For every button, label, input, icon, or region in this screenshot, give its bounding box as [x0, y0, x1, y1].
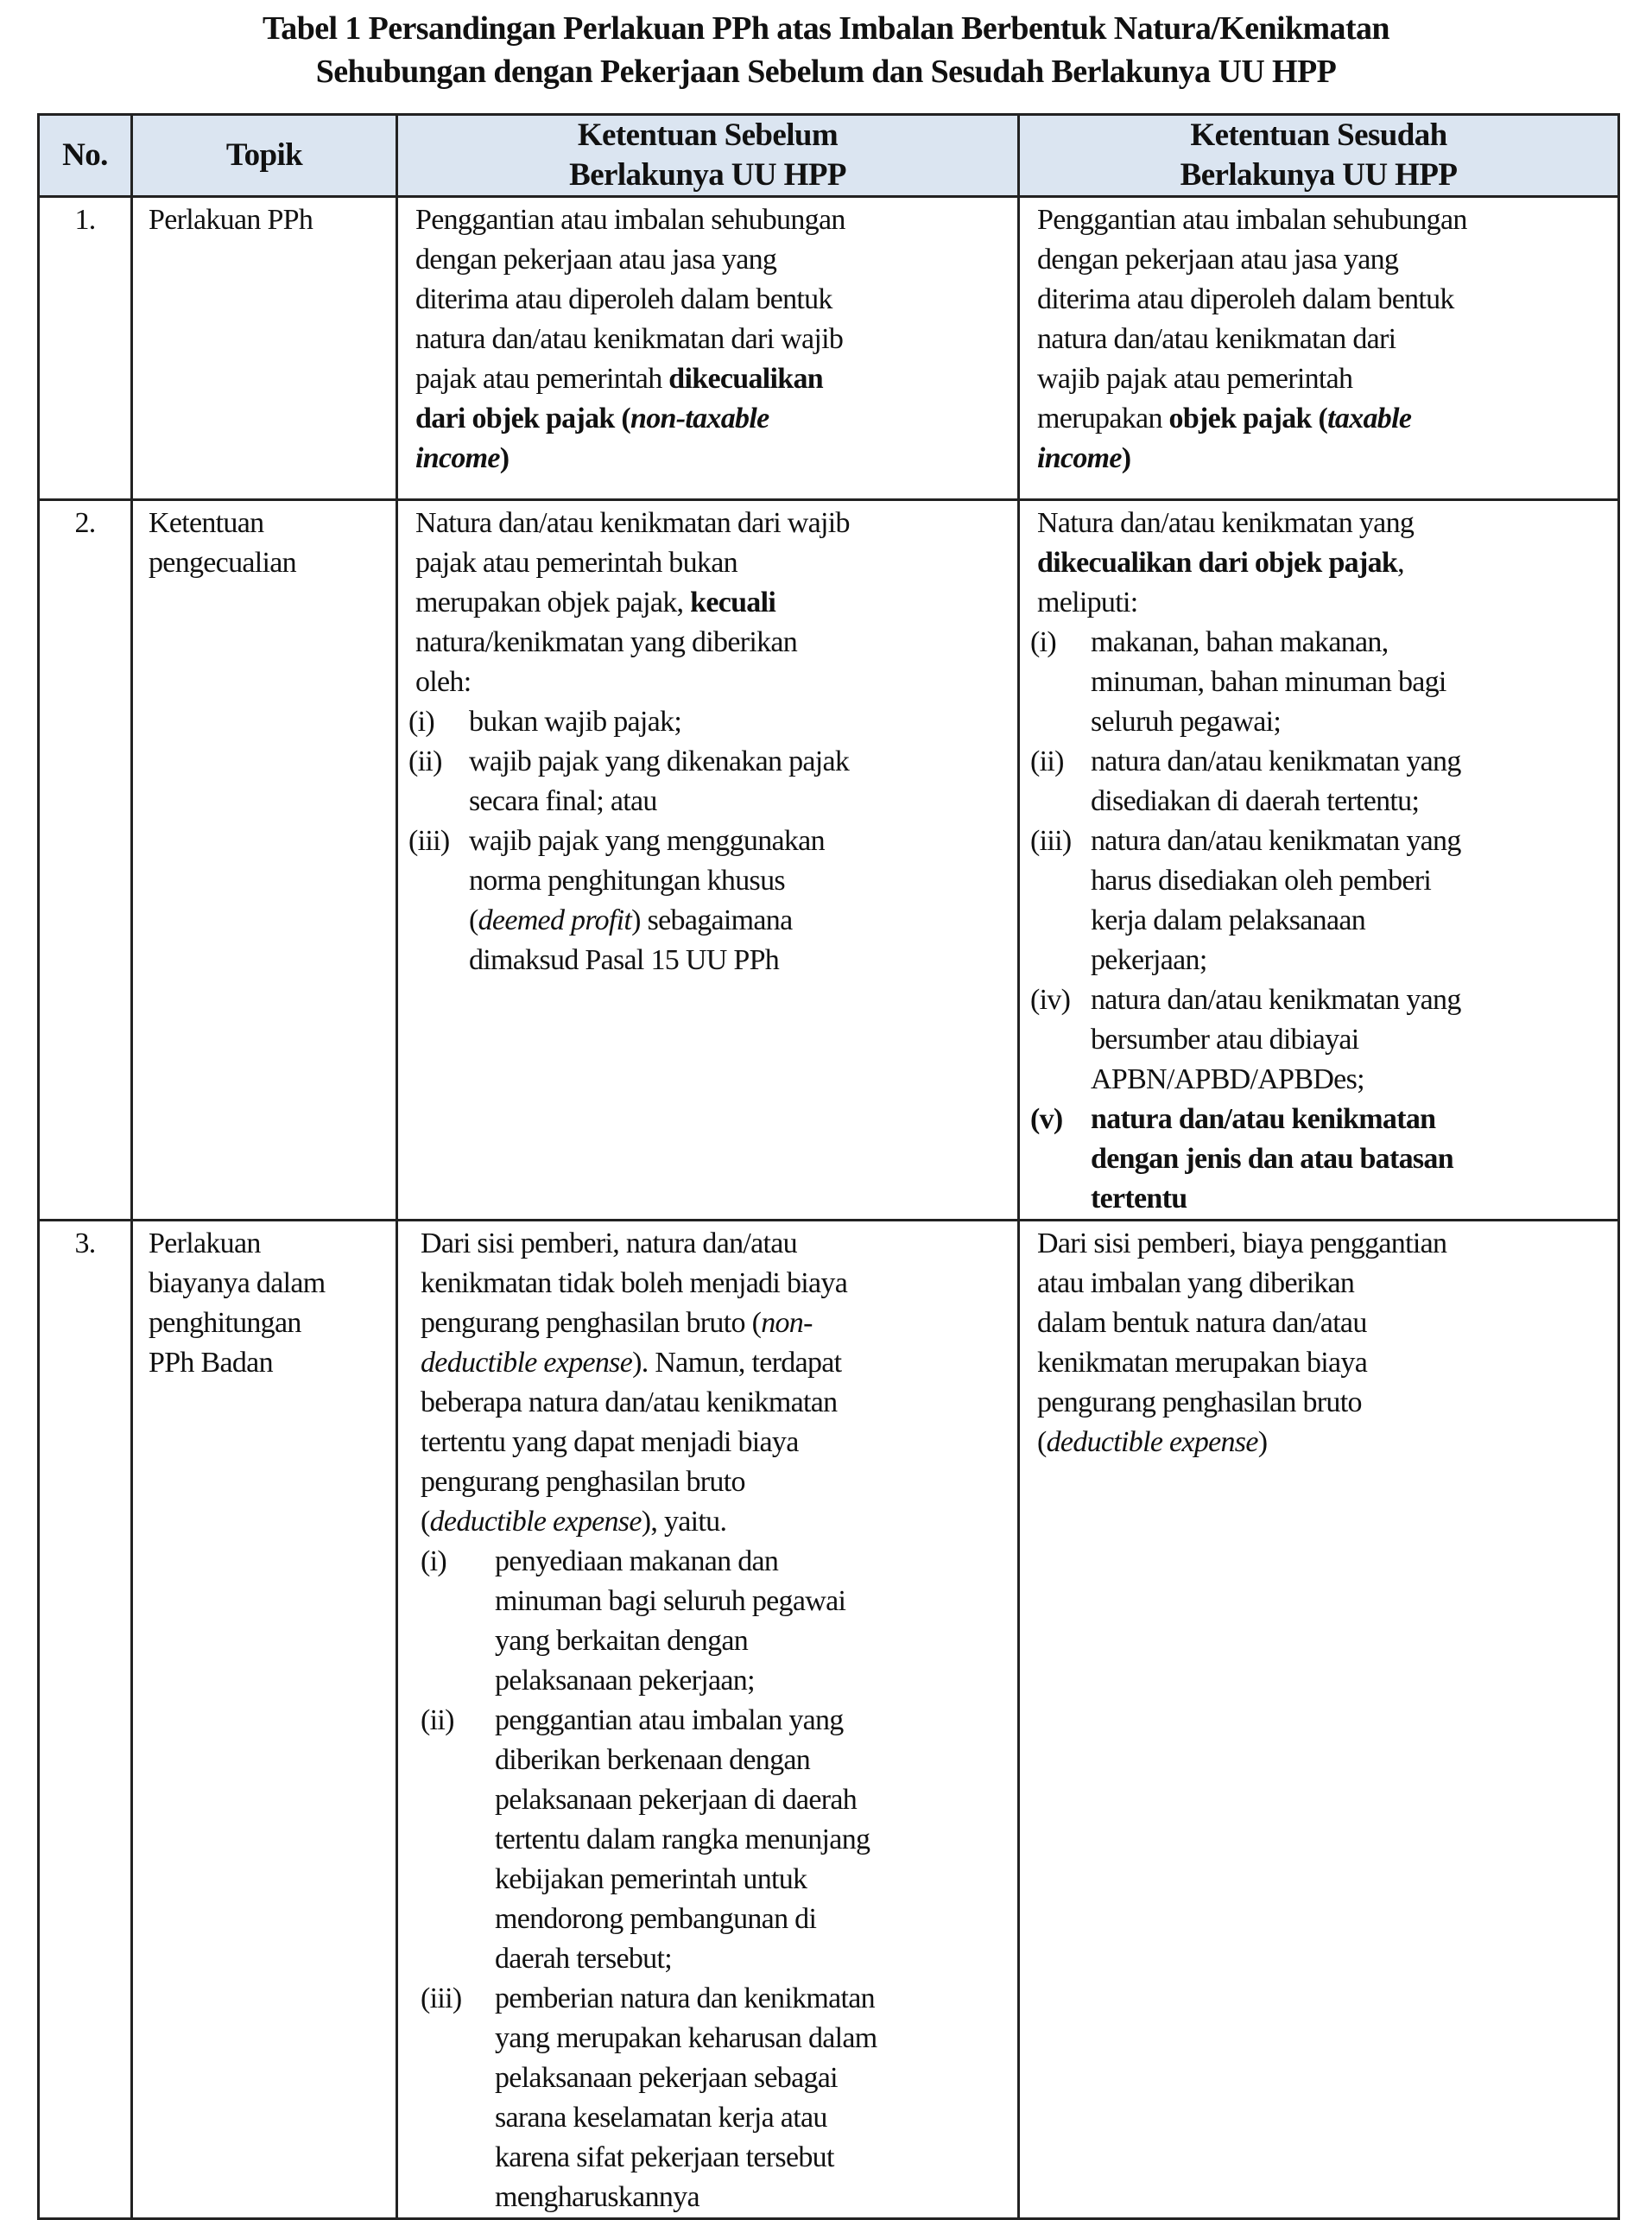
- text-plain: ). Namun, terdapat: [632, 1347, 842, 1379]
- text-plain: (: [421, 1506, 430, 1538]
- list-marker: (iii): [1030, 825, 1072, 857]
- text-line: natura dan/atau kenikmatan yang: [1091, 984, 1461, 1016]
- text-line: pengurang penghasilan bruto: [421, 1466, 745, 1498]
- header-before-line-2: Berlakunya UU HPP: [569, 157, 846, 193]
- text-plain: pengurang penghasilan bruto (: [421, 1307, 762, 1339]
- text-plain: pajak atau pemerintah: [415, 363, 669, 395]
- text-line: wajib pajak yang menggunakan: [469, 825, 825, 857]
- list-item-highlighted: [1030, 1100, 1611, 1219]
- text-bold: dari objek pajak (: [415, 403, 631, 434]
- text-line: natura dan/atau kenikmatan dari: [1037, 323, 1396, 355]
- text-line: wajib pajak yang dikenakan pajak: [469, 745, 850, 777]
- table-header-row: [39, 115, 1619, 197]
- text-line: bukan wajib pajak;: [469, 706, 682, 738]
- text-line: pelaksanaan pekerjaan;: [495, 1665, 755, 1697]
- text-plain: merupakan: [1037, 403, 1169, 434]
- header-topik: Topik: [132, 115, 397, 197]
- list-item-body: [469, 742, 1010, 821]
- text-line: natura dan/atau kenikmatan dari wajib: [415, 323, 844, 355]
- text-line: natura dan/atau kenikmatan: [1091, 1103, 1436, 1135]
- before-provision-cell: [397, 500, 1019, 1221]
- text-line: sarana keselamatan kerja atau: [495, 2102, 827, 2134]
- text-line: pelaksanaan pekerjaan di daerah: [495, 1784, 858, 1816]
- text-line: pajak atau pemerintah bukan: [415, 547, 737, 579]
- row-number: 3.: [39, 1221, 132, 2219]
- topic-line: Perlakuan PPh: [149, 204, 313, 236]
- text-bold: objek pajak (: [1168, 403, 1328, 434]
- header-after: [1019, 115, 1619, 197]
- row-number: 2.: [39, 500, 132, 1221]
- list-item-body: [469, 821, 1010, 980]
- text-line: Penggantian atau imbalan sehubungan: [1037, 204, 1467, 236]
- text-line: kenikmatan merupakan biaya: [1037, 1347, 1368, 1379]
- list-marker: (ii): [1030, 745, 1064, 777]
- text-line: pengurang penghasilan bruto: [1037, 1386, 1362, 1418]
- text-line: penyediaan makanan dan: [495, 1545, 779, 1577]
- text-line: minuman bagi seluruh pegawai: [495, 1585, 846, 1617]
- text-line: tertentu dalam rangka menunjang: [495, 1824, 870, 1855]
- text-line: [415, 399, 1010, 439]
- text-line: norma penghitungan khusus: [469, 865, 785, 897]
- text-bold-italic: taxable: [1327, 403, 1412, 434]
- text-line: [415, 359, 1010, 399]
- text-line: pelaksanaan pekerjaan sebagai: [495, 2062, 838, 2094]
- text-line: yang berkaitan dengan: [495, 1625, 749, 1657]
- text-line: kerja dalam pelaksanaan: [1091, 904, 1366, 936]
- text-plain: ): [1257, 1426, 1268, 1458]
- text-line: yang merupakan keharusan dalam: [495, 2022, 877, 2054]
- text-line: atau imbalan yang diberikan: [1037, 1267, 1355, 1299]
- list-item-body: [1091, 742, 1611, 821]
- list-item-body: [495, 1979, 1010, 2217]
- text-line: [421, 1502, 1010, 1542]
- list-marker: (iii): [408, 825, 450, 857]
- text-italic: deductible expense: [429, 1506, 642, 1538]
- list-item-body: [1091, 623, 1611, 742]
- text-line: natura dan/atau kenikmatan yang: [1091, 745, 1461, 777]
- topic-line: Ketentuan: [149, 507, 264, 539]
- table-row: [39, 500, 1619, 1221]
- text-line: karena sifat pekerjaan tersebut: [495, 2141, 834, 2173]
- text-line: diterima atau diperoleh dalam bentuk: [1037, 283, 1454, 315]
- topic-line: PPh Badan: [149, 1347, 273, 1379]
- text-line: natura dan/atau kenikmatan yang: [1091, 825, 1461, 857]
- text-line: natura/kenikmatan yang diberikan: [415, 626, 798, 658]
- topic-line: penghitungan: [149, 1307, 301, 1339]
- text-italic: deductible expense: [1046, 1426, 1258, 1458]
- table-row: [39, 1221, 1619, 2219]
- text-line: mengharuskannya: [495, 2181, 699, 2213]
- topic-line: Perlakuan: [149, 1227, 261, 1259]
- topic-line: biayanya dalam: [149, 1267, 326, 1299]
- text-line: Dari sisi pemberi, biaya penggantian: [1037, 1227, 1447, 1259]
- before-provision-cell: [397, 197, 1019, 500]
- text-plain: merupakan objek pajak,: [415, 587, 691, 618]
- text-line: wajib pajak atau pemerintah: [1037, 363, 1353, 395]
- before-provision-cell: [397, 1221, 1019, 2219]
- text-line: dengan pekerjaan atau jasa yang: [1037, 244, 1399, 276]
- text-line: [421, 1343, 1010, 1383]
- list-marker: (iv): [1030, 984, 1071, 1016]
- text-line: oleh:: [415, 666, 472, 698]
- list-item: [421, 1979, 1010, 2217]
- list-item: [1030, 980, 1611, 1100]
- text-line: [1037, 1423, 1611, 1462]
- text-line: makanan, bahan makanan,: [1091, 626, 1389, 658]
- text-plain: ), yaitu.: [641, 1506, 727, 1538]
- text-plain: (: [1037, 1426, 1047, 1458]
- text-plain: (: [469, 904, 478, 936]
- text-line: disediakan di daerah tertentu;: [1091, 785, 1420, 817]
- text-bold: kecuali: [690, 587, 776, 618]
- comparison-table: [37, 113, 1620, 2220]
- list-marker: (ii): [421, 1704, 454, 1736]
- row-topic: [132, 197, 397, 500]
- text-line: kenikmatan tidak boleh menjadi biaya: [421, 1267, 848, 1299]
- text-line: dengan pekerjaan atau jasa yang: [415, 244, 777, 276]
- text-line: minuman, bahan minuman bagi: [1091, 666, 1446, 698]
- list-item-body: [1091, 1100, 1611, 1219]
- text-line: bersumber atau dibiayai: [1091, 1024, 1359, 1056]
- text-line: [421, 1303, 1010, 1343]
- table-row: [39, 197, 1619, 500]
- text-line: meliputi:: [1037, 587, 1138, 618]
- text-line: [415, 583, 1010, 623]
- list-marker: (i): [408, 706, 434, 738]
- list-item: [408, 742, 1010, 821]
- list-marker: (v): [1030, 1103, 1063, 1135]
- list-item: [421, 1701, 1010, 1979]
- header-before-line-1: Ketentuan Sebelum: [577, 117, 839, 153]
- list-marker: (i): [421, 1545, 446, 1577]
- list-item-body: [1091, 980, 1611, 1100]
- text-line: [1037, 439, 1611, 479]
- text-line: secara final; atau: [469, 785, 657, 817]
- text-line: beberapa natura dan/atau kenikmatan: [421, 1386, 838, 1418]
- text-line: Penggantian atau imbalan sehubungan: [415, 204, 845, 236]
- text-line: diterima atau diperoleh dalam bentuk: [415, 283, 832, 315]
- text-bold-italic: income: [415, 442, 500, 474]
- after-provision-cell: [1019, 1221, 1619, 2219]
- list-item-body: [469, 702, 1010, 742]
- text-line: Natura dan/atau kenikmatan yang: [1037, 507, 1415, 539]
- text-bold: dikecualikan dari objek pajak: [1037, 547, 1398, 579]
- row-number: 1.: [39, 197, 132, 500]
- text-italic: non-: [761, 1307, 813, 1339]
- header-after-line-2: Berlakunya UU HPP: [1180, 157, 1458, 193]
- list-item-body: [495, 1701, 1010, 1979]
- text-italic: deductible expense: [421, 1347, 633, 1379]
- text-line: dengan jenis dan atau batasan: [1091, 1143, 1453, 1175]
- text-line: dimaksud Pasal 15 UU PPh: [469, 944, 780, 976]
- text-bold-italic: income: [1037, 442, 1122, 474]
- text-line: harus disediakan oleh pemberi: [1091, 865, 1432, 897]
- text-plain: ,: [1397, 547, 1404, 579]
- list-item-body: [495, 1542, 1010, 1701]
- text-bold: dikecualikan: [668, 363, 823, 395]
- header-before: [397, 115, 1019, 197]
- text-line: tertentu yang dapat menjadi biaya: [421, 1426, 799, 1458]
- text-bold: ): [499, 442, 510, 474]
- text-line: Natura dan/atau kenikmatan dari wajib: [415, 507, 850, 539]
- text-line: APBN/APBD/APBDes;: [1091, 1063, 1364, 1095]
- list-item: [1030, 821, 1611, 980]
- text-line: [1037, 399, 1611, 439]
- text-line: seluruh pegawai;: [1091, 706, 1282, 738]
- text-line: pemberian natura dan kenikmatan: [495, 1982, 875, 2014]
- row-topic: [132, 500, 397, 1221]
- text-line: [415, 439, 1010, 479]
- text-line: daerah tersebut;: [495, 1943, 672, 1975]
- row-topic: [132, 1221, 397, 2219]
- list-marker: (i): [1030, 626, 1056, 658]
- after-provision-cell: [1019, 500, 1619, 1221]
- list-item: [421, 1542, 1010, 1701]
- list-item: [1030, 623, 1611, 742]
- text-line: Dari sisi pemberi, natura dan/atau: [421, 1227, 797, 1259]
- topic-line: pengecualian: [149, 547, 296, 579]
- text-bold: ): [1121, 442, 1131, 474]
- text-line: kebijakan pemerintah untuk: [495, 1863, 807, 1895]
- table-title-line-2: Sehubungan dengan Pekerjaan Sebelum dan Sesudah Berlakunya UU HPP: [315, 54, 1337, 90]
- text-line: penggantian atau imbalan yang: [495, 1704, 844, 1736]
- header-no: No.: [39, 115, 132, 197]
- header-after-line-1: Ketentuan Sesudah: [1190, 117, 1447, 153]
- after-provision-cell: [1019, 197, 1619, 500]
- list-marker: (iii): [421, 1982, 462, 2014]
- list-marker: (ii): [408, 745, 442, 777]
- text-line: pekerjaan;: [1091, 944, 1207, 976]
- text-plain: ) sebagaimana: [631, 904, 793, 936]
- table-title-line-1: Tabel 1 Persandingan Perlakuan PPh atas Imbalan Berbentuk Natura/Kenikmatan: [263, 10, 1389, 47]
- list-item-body: [1091, 821, 1611, 980]
- list-item: [1030, 742, 1611, 821]
- text-line: [1037, 543, 1611, 583]
- text-line: mendorong pembangunan di: [495, 1903, 817, 1935]
- text-italic: deemed profit: [478, 904, 632, 936]
- text-bold-italic: non-taxable: [630, 403, 769, 434]
- list-item: [408, 702, 1010, 742]
- table-title: [0, 7, 1652, 93]
- list-item: [408, 821, 1010, 980]
- text-line: diberikan berkenaan dengan: [495, 1744, 811, 1776]
- text-line: dalam bentuk natura dan/atau: [1037, 1307, 1367, 1339]
- text-line: [469, 901, 1010, 941]
- text-line: tertentu: [1091, 1183, 1187, 1215]
